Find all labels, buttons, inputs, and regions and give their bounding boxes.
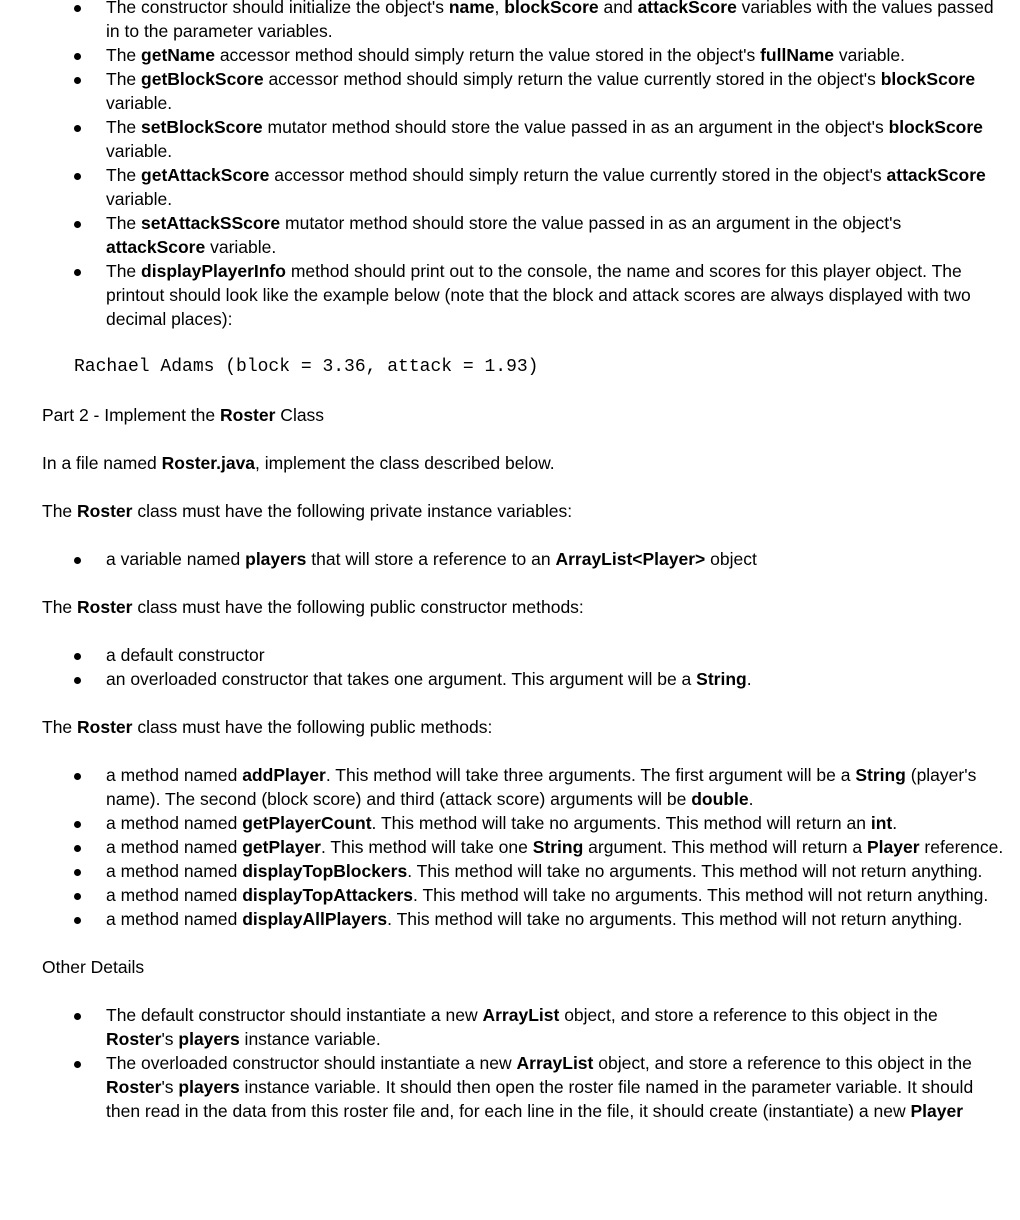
text-run: object, and store a reference to this object in the <box>593 1053 972 1073</box>
instance-vars-intro <box>0 499 1020 523</box>
text-run: variable. <box>834 45 906 65</box>
list-item <box>0 883 1020 907</box>
list-item <box>0 211 1020 259</box>
list-item <box>0 859 1020 883</box>
text-run: variable. <box>205 237 277 257</box>
bold-term: fullName <box>760 45 835 65</box>
text-run: class must have the following public methods: <box>132 717 493 737</box>
text-run: . This method will take no arguments. This method will not return anything. <box>413 885 989 905</box>
text-run: a variable named <box>106 549 246 569</box>
player-methods-list <box>0 0 1020 331</box>
bold-term: attackScore <box>886 165 986 185</box>
list-item <box>0 43 1020 67</box>
bold-term: name <box>448 0 495 17</box>
list-item <box>0 1003 1020 1051</box>
text-run: 's <box>161 1077 179 1097</box>
text-run: The <box>106 69 142 89</box>
other-details-heading <box>0 955 1020 979</box>
text-run: variable. <box>106 93 173 113</box>
list-item <box>0 643 1020 667</box>
bold-term: displayAllPlayers <box>242 909 388 929</box>
bold-term: displayTopBlockers <box>242 861 408 881</box>
text-run: 's <box>161 1029 179 1049</box>
text-run: object, and store a reference to this object in the <box>559 1005 938 1025</box>
text-run: . This method will take no arguments. This method will return an <box>371 813 871 833</box>
list-item <box>0 163 1020 211</box>
methods-intro <box>0 715 1020 739</box>
text-run: Other Details <box>42 957 145 977</box>
text-run: The <box>106 213 142 233</box>
text-run: variable. <box>106 141 173 161</box>
bold-term: attackScore <box>106 237 206 257</box>
list-item <box>0 259 1020 331</box>
text-run: . This method will take three arguments. The first argument will be a <box>325 765 856 785</box>
bold-term: players <box>178 1029 240 1049</box>
sample-output-code: Rachael Adams (block = 3.36, attack = 1.93) <box>74 357 539 377</box>
bold-term: Roster.java <box>161 453 256 473</box>
bold-term: Roster <box>77 717 133 737</box>
bold-term: getPlayer <box>242 837 321 857</box>
bold-term: setBlockScore <box>141 117 263 137</box>
bold-term: ArrayList <box>516 1053 594 1073</box>
text-run: The <box>106 261 142 281</box>
text-run: Part 2 - Implement the <box>42 405 220 425</box>
bold-term: players <box>178 1077 240 1097</box>
list-item <box>0 907 1020 931</box>
text-run: mutator method should store the value passed in as an argument in the object's <box>280 213 902 233</box>
bold-term: Player <box>867 837 920 857</box>
list-item <box>0 811 1020 835</box>
bold-term: Roster <box>106 1077 162 1097</box>
part2-heading <box>0 403 1020 427</box>
text-run: , <box>494 0 505 17</box>
list-item <box>0 0 1020 43</box>
file-instruction <box>0 451 1020 475</box>
bold-term: Roster <box>106 1029 162 1049</box>
text-run: method should print out to the console, the name and scores for this player object. The printout should look like the example below (note that the block and attack scores are always displayed with two decimal places): <box>106 261 971 329</box>
text-run: class must have the following public constructor methods: <box>132 597 584 617</box>
list-item <box>0 667 1020 691</box>
text-run: variable. <box>106 189 173 209</box>
bold-term: getPlayerCount <box>242 813 372 833</box>
text-run: object <box>705 549 757 569</box>
text-run: accessor method should simply return the value currently stored in the object's <box>263 69 881 89</box>
text-run: The <box>42 717 78 737</box>
list-item <box>0 1051 1020 1123</box>
list-item <box>0 547 1020 571</box>
text-run: Class <box>275 405 325 425</box>
bold-term: ArrayList<Player> <box>555 549 706 569</box>
text-run: variables with the values passed in to the parameter variables. <box>106 0 994 41</box>
bold-term: getAttackScore <box>141 165 270 185</box>
bold-term: ArrayList <box>482 1005 560 1025</box>
bold-term: getBlockScore <box>141 69 264 89</box>
bold-term: String <box>696 669 747 689</box>
bold-term: displayTopAttackers <box>242 885 414 905</box>
text-run: , implement the class described below. <box>255 453 555 473</box>
text-run: The <box>106 165 142 185</box>
text-run: a method named <box>106 765 243 785</box>
bold-term: blockScore <box>504 0 599 17</box>
text-run: The <box>42 501 78 521</box>
bold-term: addPlayer <box>242 765 326 785</box>
text-run: . This method will take no arguments. This method will not return anything. <box>407 861 983 881</box>
text-run: reference. <box>919 837 1004 857</box>
bold-term: Player <box>910 1101 964 1121</box>
text-run: mutator method should store the value passed in as an argument in the object's <box>262 117 889 137</box>
text-run: an overloaded constructor that takes one argument. This argument will be a <box>106 669 697 689</box>
bold-term: blockScore <box>888 117 983 137</box>
text-run: . <box>746 669 752 689</box>
bold-term: String <box>855 765 906 785</box>
bold-term: Roster <box>77 501 133 521</box>
other-details-list <box>0 1003 1020 1123</box>
bold-term: Roster <box>220 405 276 425</box>
bold-term: displayPlayerInfo <box>141 261 286 281</box>
text-run: . This method will take no arguments. This method will not return anything. <box>387 909 963 929</box>
list-item <box>0 835 1020 859</box>
text-run: a method named <box>106 861 243 881</box>
text-run: class must have the following private instance variables: <box>132 501 573 521</box>
bold-term: Roster <box>77 597 133 617</box>
text-run: that will store a reference to an <box>306 549 556 569</box>
text-run: instance variable. <box>239 1029 381 1049</box>
text-run: . This method will take one <box>321 837 533 857</box>
bold-term: double <box>691 789 749 809</box>
text-run: . <box>748 789 754 809</box>
bold-term: blockScore <box>880 69 976 89</box>
bold-term: players <box>245 549 307 569</box>
text-run: instance variable. It should then open the roster file named in the parameter variable. It should then read in the data from this roster file and, for each line in the file, it should create (instantiate) a new <box>106 1077 974 1121</box>
text-run: and <box>598 0 638 17</box>
text-run: accessor method should simply return the value currently stored in the object's <box>269 165 887 185</box>
list-item <box>0 67 1020 115</box>
bold-term: attackScore <box>637 0 737 17</box>
text-run: The <box>106 117 142 137</box>
text-run: . <box>892 813 898 833</box>
list-item <box>0 763 1020 811</box>
text-run: (player's name). The second (block score) and third (attack score) arguments will be <box>106 765 977 809</box>
instance-vars-list <box>0 547 1020 571</box>
constructors-intro <box>0 595 1020 619</box>
text-run: a method named <box>106 837 243 857</box>
text-run: The overloaded constructor should instantiate a new <box>106 1053 517 1073</box>
text-run: argument. This method will return a <box>583 837 867 857</box>
text-run: a method named <box>106 909 243 929</box>
text-run: The <box>106 45 142 65</box>
text-run: In a file named <box>42 453 162 473</box>
list-item <box>0 115 1020 163</box>
text-run: The default constructor should instantiate a new <box>106 1005 483 1025</box>
text-run: a method named <box>106 813 243 833</box>
bold-term: setAttackSScore <box>141 213 281 233</box>
constructors-list <box>0 643 1020 691</box>
bold-term: String <box>532 837 584 857</box>
bold-term: getName <box>141 45 215 65</box>
bold-term: int <box>870 813 893 833</box>
text-run: a method named <box>106 885 243 905</box>
methods-list <box>0 763 1020 931</box>
text-run: The constructor should initialize the object's <box>106 0 449 17</box>
text-run: a default constructor <box>106 645 265 665</box>
text-run: The <box>42 597 78 617</box>
text-run: accessor method should simply return the value stored in the object's <box>214 45 761 65</box>
